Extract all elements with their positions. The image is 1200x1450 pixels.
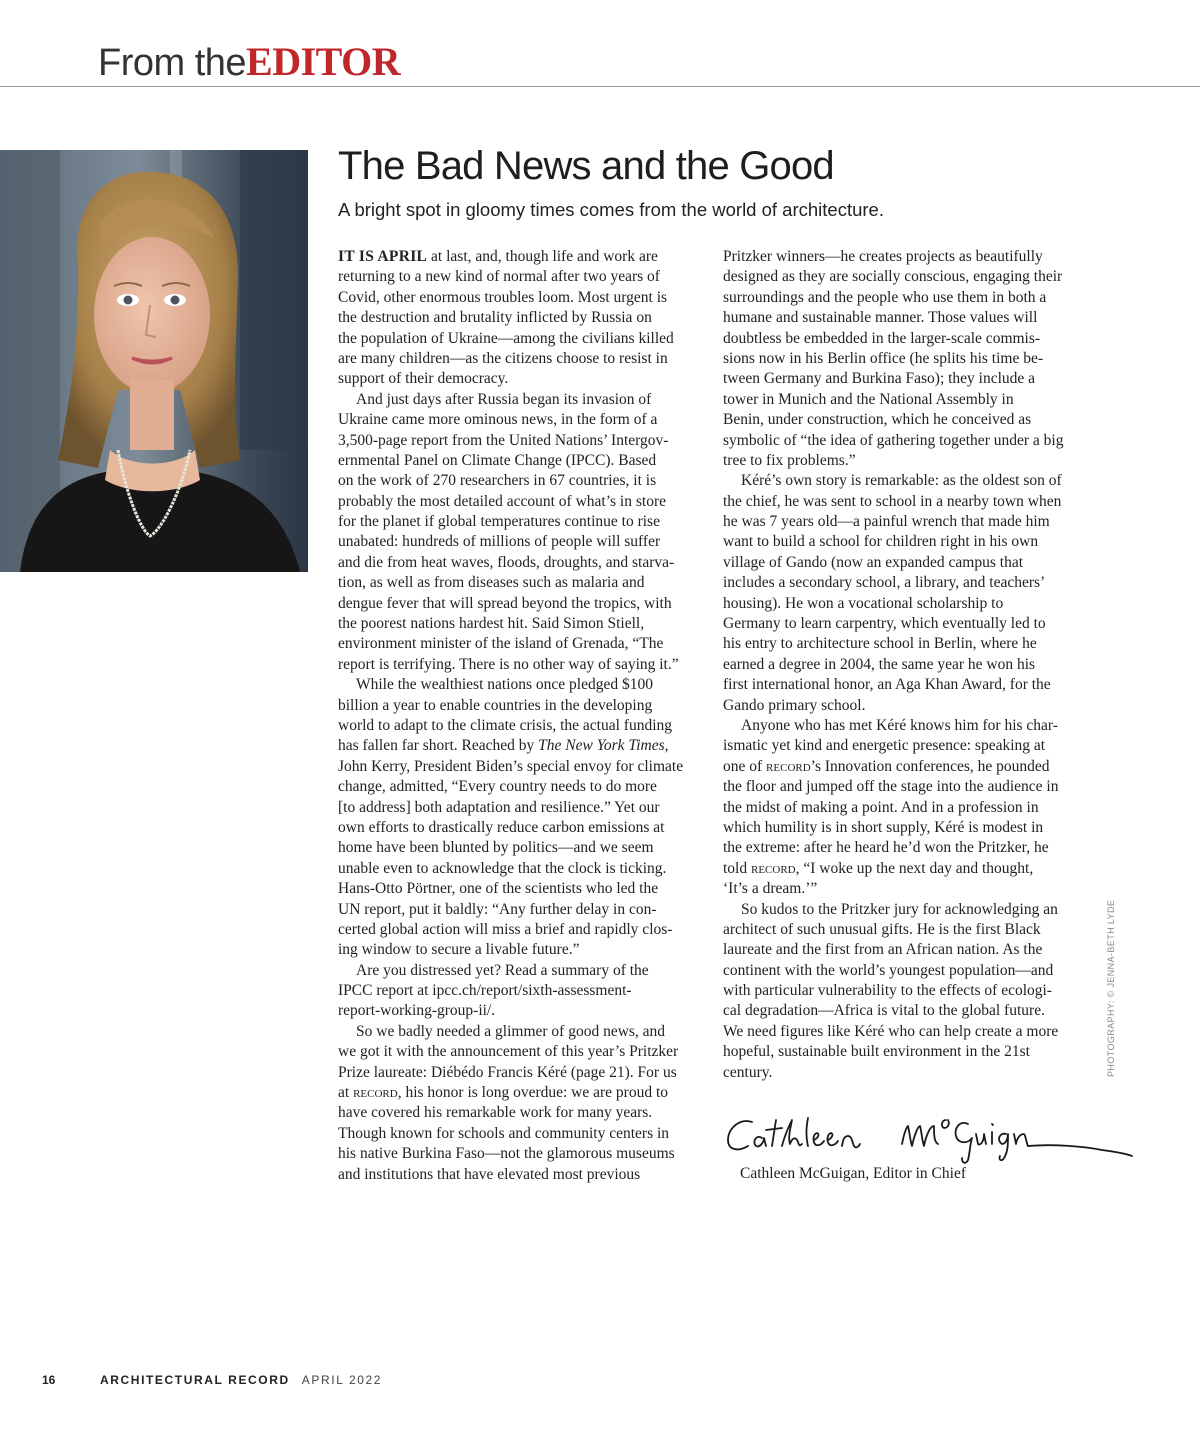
text-line (338, 1022, 710, 1042)
text-run: housing). He won a vocational scholarship to (723, 594, 1004, 612)
text-run: unable even to acknowledge that the clock is ticking. (338, 859, 667, 877)
text-run: ismatic yet kind and energetic presence: speaking at (723, 737, 1046, 755)
text-line (723, 471, 1095, 491)
text-line (338, 573, 710, 593)
text-run: told (723, 859, 751, 877)
text-line (723, 1001, 1095, 1021)
publication-name: record (766, 757, 811, 775)
text-line (338, 1144, 710, 1164)
text-run: , (664, 737, 669, 755)
text-line (723, 553, 1095, 573)
text-line (723, 1022, 1095, 1042)
text-run: While the wealthiest nations once pledged $100 (356, 676, 653, 694)
text-line (338, 471, 710, 491)
text-line (723, 247, 1095, 267)
text-run: the floor and jumped off the stage into the audience in (723, 778, 1059, 796)
text-line (338, 675, 710, 695)
text-line (723, 716, 1095, 736)
text-line (338, 247, 710, 267)
text-run: the extreme: after he heard he’d won the Pritzker, he (723, 839, 1049, 857)
text-line (338, 838, 710, 858)
article-subtitle: A bright spot in gloomy times comes from the world of architecture. (338, 199, 884, 220)
text-line (723, 532, 1095, 552)
text-run: IPCC report at ipcc.ch/report/sixth-assessment- (338, 982, 632, 1000)
text-line (338, 900, 710, 920)
text-line (723, 736, 1095, 756)
photo-credit (1104, 899, 1118, 1077)
text-line (723, 288, 1095, 308)
text-line (338, 329, 710, 349)
text-line (723, 349, 1095, 369)
text-run: architect of such unusual gifts. He is the first Black (723, 920, 1041, 938)
text-line (723, 614, 1095, 634)
text-line (723, 451, 1095, 471)
text-line (338, 431, 710, 451)
text-line (723, 777, 1095, 797)
text-line (338, 655, 710, 675)
text-run: village of Gando (now an expanded campus that (723, 553, 1024, 571)
text-line (338, 777, 710, 797)
issue-date: APRIL 2022 (301, 1373, 383, 1387)
text-line (723, 981, 1095, 1001)
text-run: change, admitted, “Every country needs to do more (338, 778, 657, 796)
text-run: report-working-group-ii/. (338, 1002, 496, 1020)
text-run: So kudos to the Pritzker jury for acknowledging an (741, 900, 1058, 918)
text-line (338, 614, 710, 634)
text-line (338, 410, 710, 430)
text-run: tween Germany and Burkina Faso); they include a (723, 370, 1036, 388)
text-line (338, 818, 710, 838)
text-run: Ukraine came more ominous news, in the form of a (338, 411, 658, 429)
text-run: cal degradation—Africa is vital to the global future. (723, 1002, 1045, 1020)
text-run: symbolic of “the idea of gathering together under a big (723, 431, 1064, 449)
text-run: at last, and, though life and work are (427, 248, 658, 265)
text-line (723, 492, 1095, 512)
text-line (338, 981, 710, 1001)
text-run: report is terrifying. There is no other way of saying it.” (338, 655, 679, 673)
text-run: humane and sustainable manner. Those values will (723, 309, 1038, 327)
text-run: Germany to learn carpentry, which eventually led to (723, 615, 1046, 633)
text-line (338, 553, 710, 573)
text-line (338, 940, 710, 960)
text-run: century. (723, 1063, 773, 1081)
text-run: And just days after Russia began its invasion of (356, 390, 652, 408)
text-run: with particular vulnerability to the effects of ecologi- (723, 982, 1052, 1000)
article-column-1 (338, 247, 710, 1185)
article-title: The Bad News and the Good (338, 144, 834, 188)
text-line (723, 675, 1095, 695)
text-run: Though known for schools and community centers in (338, 1124, 670, 1142)
text-run: ernmental Panel on Climate Change (IPCC). Based (338, 451, 657, 469)
text-run: he was 7 years old—a painful wrench that made him (723, 513, 1050, 531)
text-run: Are you distressed yet? Read a summary of the (356, 961, 649, 979)
text-line (338, 512, 710, 532)
publication-name: record (751, 859, 796, 877)
text-run: John Kerry, President Biden’s special envoy for climate (338, 757, 684, 775)
text-run: the midst of making a point. And in a profession in (723, 798, 1039, 816)
text-run: hopeful, sustainable built environment in the 21st (723, 1043, 1030, 1061)
text-run: surroundings and the people who use them in both a (723, 288, 1047, 306)
text-line (723, 1063, 1095, 1083)
text-run: ing window to secure a livable future.” (338, 941, 580, 959)
text-line (723, 920, 1095, 940)
text-line (723, 431, 1095, 451)
text-line (723, 757, 1095, 777)
signature-caption: Cathleen McGuigan, Editor in Chief (740, 1165, 966, 1182)
text-run: ‘It’s a dream.’” (723, 880, 818, 898)
text-line (338, 451, 710, 471)
text-line (723, 369, 1095, 389)
text-run: dengue fever that will spread beyond the tropics, with (338, 594, 672, 612)
text-line (723, 573, 1095, 593)
text-line (723, 308, 1095, 328)
photo-credit-text: PHOTOGRAPHY: © JENNA-BETH LYDE (1106, 899, 1116, 1077)
text-line (338, 879, 710, 899)
text-run: first international honor, an Aga Khan Award, for the (723, 676, 1051, 694)
text-run: billion a year to enable countries in the developing (338, 696, 653, 714)
text-line (723, 410, 1095, 430)
text-run: , “I woke up the next day and thought, (795, 859, 1034, 877)
text-run: Hans-Otto Pörtner, one of the scientists who led the (338, 880, 659, 898)
article-column-2 (723, 247, 1095, 1083)
publication-title: The New York Times (538, 737, 665, 755)
text-line (723, 859, 1095, 879)
text-line (338, 1083, 710, 1103)
text-run: , his honor is long overdue: we are proud to (397, 1084, 669, 1102)
text-run: his native Burkina Faso—not the glamorous museums (338, 1145, 675, 1163)
text-run: designed as they are socially conscious, engaging their (723, 268, 1063, 286)
text-run: 3,500-page report from the United Nations’ Intergov- (338, 431, 669, 449)
editor-portrait (0, 150, 308, 572)
text-run: his entry to architecture school in Berlin, where he (723, 635, 1037, 653)
text-run: tree to fix problems.” (723, 451, 856, 469)
text-line (723, 879, 1095, 899)
text-line (723, 655, 1095, 675)
text-line (338, 1001, 710, 1021)
text-run: laureate and the first from an African nation. As the (723, 941, 1043, 959)
text-run: returning to a new kind of normal after two years of (338, 268, 660, 286)
magazine-name: ARCHITECTURAL RECORD (100, 1373, 290, 1387)
text-run: Gando primary school. (723, 696, 866, 714)
lead-in: IT IS APRIL (338, 248, 428, 265)
text-line (338, 736, 710, 756)
text-line (338, 920, 710, 940)
text-run: we got it with the announcement of this year’s Pritzker (338, 1043, 679, 1061)
text-line (723, 818, 1095, 838)
page-number: 16 (42, 1373, 56, 1387)
text-line (723, 267, 1095, 287)
page-footer (42, 1370, 382, 1390)
text-run: continent with the world’s youngest population—and (723, 961, 1054, 979)
text-run: on the work of 270 researchers in 67 countries, it is (338, 472, 657, 490)
text-line (338, 308, 710, 328)
text-line (338, 696, 710, 716)
text-run: includes a secondary school, a library, and teachers’ (723, 574, 1046, 592)
text-run: Benin, under construction, which he conceived as (723, 411, 1032, 429)
text-run: doubtless be embedded in the larger-scale commis- (723, 329, 1041, 347)
text-line (723, 390, 1095, 410)
text-run: which humility is in short supply, Kéré is modest in (723, 818, 1044, 836)
text-run: at (338, 1084, 354, 1102)
text-run: tower in Munich and the National Assembly in (723, 390, 1014, 408)
text-run: So we badly needed a glimmer of good news, and (356, 1022, 666, 1040)
text-run: has fallen far short. Reached by (338, 737, 539, 755)
text-line (338, 349, 710, 369)
text-run: unabated: hundreds of millions of people will suffer (338, 533, 661, 551)
text-run: the destruction and brutality inflicted by Russia on (338, 309, 652, 327)
text-line (723, 940, 1095, 960)
text-line (338, 1165, 710, 1185)
text-run: We need figures like Kéré who can help create a more (723, 1022, 1059, 1040)
text-run: world to adapt to the climate crisis, the actual funding (338, 716, 673, 734)
text-line (338, 634, 710, 654)
text-run: Anyone who has met Kéré knows him for his char- (741, 716, 1058, 734)
text-line (723, 1042, 1095, 1062)
text-run: probably the most detailed account of what’s in store (338, 492, 666, 510)
text-line (338, 594, 710, 614)
text-line (723, 798, 1095, 818)
text-run: and die from heat waves, floods, droughts, and starva- (338, 553, 675, 571)
text-run: and institutions that have elevated most previous (338, 1165, 641, 1183)
text-line (723, 329, 1095, 349)
section-header (98, 40, 400, 84)
text-line (723, 961, 1095, 981)
text-line (338, 961, 710, 981)
text-run: the population of Ukraine—among the civilians killed (338, 329, 674, 347)
text-run: ’s Innovation conferences, he pounded (810, 757, 1050, 775)
text-line (723, 838, 1095, 858)
text-run: UN report, put it baldly: “Any further delay in con- (338, 900, 657, 918)
text-line (338, 492, 710, 512)
text-run: one of (723, 757, 767, 775)
text-line (723, 634, 1095, 654)
text-line (338, 716, 710, 736)
text-run: have covered his remarkable work for many years. (338, 1104, 653, 1122)
text-run: earned a degree in 2004, the same year he won his (723, 655, 1036, 673)
text-line (338, 390, 710, 410)
text-run: own efforts to drastically reduce carbon emissions at (338, 818, 665, 836)
text-line (338, 798, 710, 818)
text-run: sions now in his Berlin office (he splits his time be- (723, 349, 1044, 367)
text-line (723, 512, 1095, 532)
text-run: certed global action will miss a brief and rapidly clos- (338, 920, 673, 938)
header-section-name: EDITOR (246, 39, 401, 84)
text-run: environment minister of the island of Grenada, “The (338, 635, 664, 653)
editor-signature (722, 1108, 1142, 1166)
text-line (338, 267, 710, 287)
text-line (338, 369, 710, 389)
publication-name: record (353, 1084, 398, 1102)
text-run: Kéré’s own story is remarkable: as the oldest son of (741, 472, 1062, 490)
text-line (338, 1042, 710, 1062)
text-run: Prize laureate: Diébédo Francis Kéré (page 21). For us (338, 1063, 677, 1081)
text-run: the chief, he was sent to school in a nearby town when (723, 492, 1062, 510)
text-run: Pritzker winners—he creates projects as beautifully (723, 248, 1043, 265)
text-run: tion, as well as from diseases such as malaria and (338, 574, 645, 592)
text-line (338, 1124, 710, 1144)
text-run: the poorest nations hardest hit. Said Simon Stiell, (338, 615, 645, 633)
text-line (338, 1063, 710, 1083)
text-line (723, 696, 1095, 716)
text-line (338, 859, 710, 879)
text-line (338, 757, 710, 777)
text-line (338, 1103, 710, 1123)
header-prefix: From the (98, 42, 247, 84)
text-run: want to build a school for children right in his own (723, 533, 1039, 551)
text-run: are many children—as the citizens choose to resist in (338, 349, 668, 367)
text-line (338, 532, 710, 552)
text-line (723, 900, 1095, 920)
header-divider (0, 86, 1200, 87)
text-line (723, 594, 1095, 614)
text-run: home have been blunted by politics—and we seem (338, 839, 654, 857)
text-run: support of their democracy. (338, 370, 509, 388)
text-run: Covid, other enormous troubles loom. Most urgent is (338, 288, 668, 306)
text-run: for the planet if global temperatures continue to rise (338, 513, 660, 531)
text-run: [to address] both adaptation and resilience.” Yet our (338, 798, 660, 816)
text-line (338, 288, 710, 308)
